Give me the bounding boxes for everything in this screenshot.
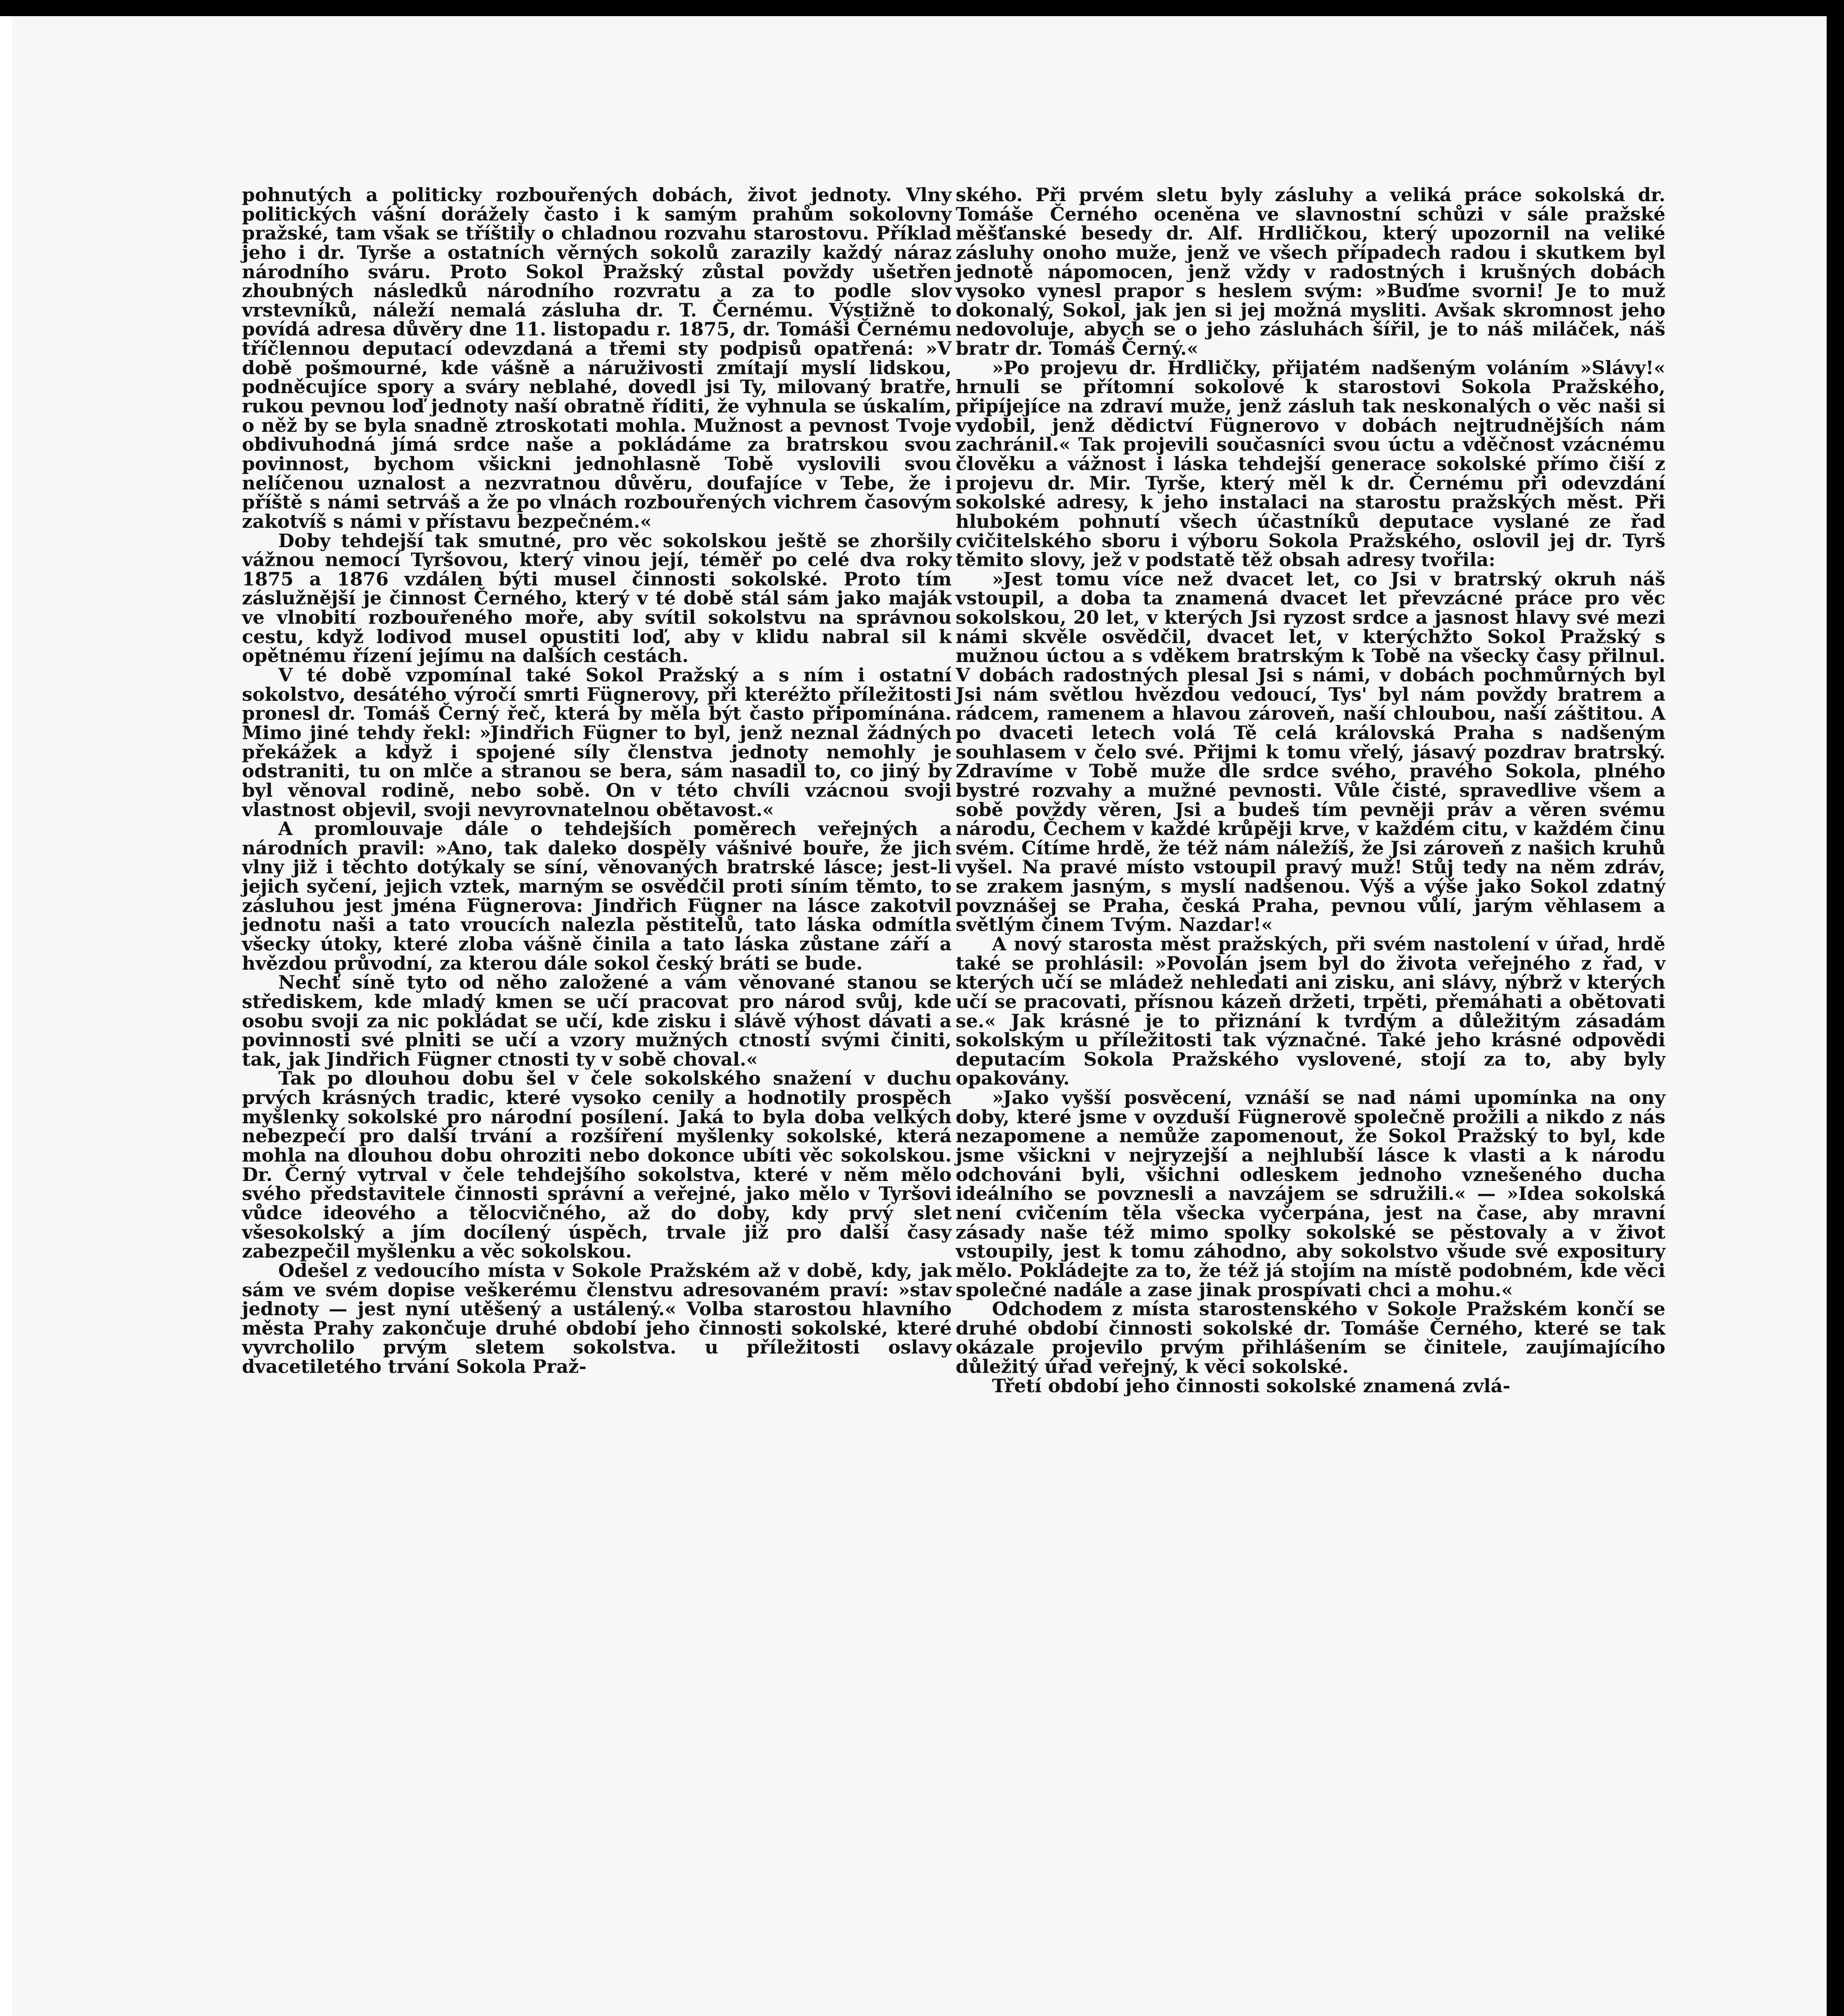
paragraph: Odešel z vedoucího místa v Sokole Pražském až v době, kdy, jak sám ve svém dopise veškerému členstvu adresovaném praví: »stav jednoty — jest nyní utěšený a ustálený.« Volba starostou hlavního města Prahy zakončuje druhé období jeho činnosti sokolské, které vyvrcholilo prvým sletem sokolstva. u příležitosti oslavy dvacetiletého trvání Sokola Praž-	[242, 1259, 952, 1378]
paragraph: Odchodem z místa starostenského v Sokole Pražském končí se druhé období činnosti sokolské dr. Tomáše Černého, které se tak okázale projevilo prvým přihlášením se činitele, zaujímajícího důležitý úřad veřejný, k věci sokolské.	[956, 1298, 1665, 1378]
paragraph: V té době vzpomínal také Sokol Pražský a s ním i ostatní sokolstvo, desátého výročí smrti Fügnerovy, při kteréžto příležitosti pronesl dr. Tomáš Černý řeč, která by měla být často připomínána. Mimo jiné tehdy řekl: »Jindřich Fügner to byl, jenž neznal žádných překážek a když i spojené síly členstva jednoty nemohly je odstraniti, tu on mlče a stranou se bera, sám nasadil to, co jiný by byl věnoval rodině, nebo sobě. On v této chvíli vzácnou svoji vlastnost objevil, svoji nevyrovnatelnou obětavost.«	[242, 664, 952, 821]
left-column	[242, 185, 952, 1377]
scan-border-top	[0, 0, 1844, 16]
right-column	[956, 185, 1665, 1395]
paragraph: Tak po dlouhou dobu šel v čele sokolského snažení v duchu prvých krásných tradic, které vysoko cenily a hodnotily prospěch myšlenky sokolské pro národní posílení. Jaká to byla doba velkých nebezpečí pro další trvání a rozšíření myšlenky sokolské, která mohla na dlouhou dobu ohroziti nebo dokonce ubíti věc sokolskou. Dr. Černý vytrval v čele tehdejšího sokolstva, které v něm mělo svého představitele činnosti správní a veřejné, jako mělo v Tyršovi vůdce ideového a tělocvičného, až do doby, kdy prvý slet všesokolský a jím docílený úspěch, trvale již pro další časy zabezpečil myšlenku a věc sokolskou.	[242, 1067, 952, 1262]
paragraph: »Jest tomu více než dvacet let, co Jsi v bratrský okruh náš vstoupil, a doba ta znamená dvacet let převzácné práce pro věc sokolskou, 20 let, v kterých Jsi ryzost srdce a jasnost hlavy své mezi námi skvěle osvědčil, dvacet let, v kterýchžto Sokol Pražský s mužnou úctou a s vděkem bratrským k Tobě na všecky časy přilnul. V dobách radostných plesal Jsi s námi, v dobách pochmůrných byl Jsi nám světlou hvězdou vedoucí, Tys' byl nám povždy bratrem a rádcem, ramenem a hlavou zároveň, naší chloubou, naší záštitou. A po dvaceti letech volá Tě celá královská Praha s nadšeným souhlasem v čelo své. Přijmi k tomu vřelý, jásavý pozdrav bratrský. Zdravíme v Tobě muže dle srdce svého, pravého Sokola, plného bystré rozvahy a mužné pevnosti. Vůle čisté, spravedlive všem a sobě povždy věren, Jsi a budeš tím pevněji práv a věren svému národu, Čechem v každé krůpěji krve, v každém citu, v každém činu svém. Cítíme hrdě, že též nám náležíš, že Jsi zároveň z našich kruhů vyšel. Na pravé místo vstoupil pravý muž! Stůj tedy na něm zdráv, se zrakem jasným, s myslí nadšenou. Výš a výše jako Sokol zdatný povznášej se Praha, česká Praha, pevnou vůlí, jarým věhlasem a světlým činem Tvým. Nazdar!«	[956, 568, 1665, 936]
paragraph: »Po projevu dr. Hrdličky, přijatém nadšeným voláním »Slávy!« hrnuli se přítomní sokolové k starostovi Sokola Pražského, připíjejíce na zdraví muže, jenž zásluh tak neskonalých o věc naši si vydobil, jenž dědictví Fügnerovo v dobách nejtrudnějších nám zachránil.« Tak projevili současníci svou úctu a vděčnost vzácnému člověku a vážnost i láska tehdejší generace sokolské přímo čiší z projevu dr. Mir. Tyrše, který měl k dr. Černému při odevzdání sokolské adresy, k jeho instalaci na starostu pražských měst. Při hlubokém pohnutí všech účastníků deputace vyslané ze řad cvičitelského sboru i výboru Sokola Pražského, oslovil jej dr. Tyrš těmito slovy, jež v podstatě těž obsah adresy tvořila:	[956, 356, 1665, 571]
paragraph: »Jako vyšší posvěcení, vznáší se nad námi upomínka na ony doby, které jsme v ovzduší Fügnerově společně prožili a nikdo z nás nezapomene a nemůže zapomenout, že Sokol Pražský to byl, kde jsme všickni v nejryzejší a nejhlubší lásce k vlasti a k národu odchováni byli, všichni odleskem jednoho vznešeného ducha ideálního se povznesli a navzájem se sdružili.« — »Idea sokolská není cvičením těla všecka vyčerpána, jest na čase, aby mravní zásady naše též mimo spolky sokolské se pěstovaly a v život vstoupily, jest k tomu záhodno, aby sokolstvo všude své expositury mělo. Pokládejte za to, že též já stojím na místě podobném, kde věci společné nadále a zase jinak prospívati chci a mohu.«	[956, 1087, 1665, 1301]
paragraph: Třetí období jeho činnosti sokolské znamená zvlá-	[992, 1375, 1511, 1397]
paragraph: A nový starosta měst pražských, při svém nastolení v úřad, hrdě také se prohlásil: »Povolán jsem byl do života veřejného z řad, v kterých učí se mládež nehledati ani zisku, ani slávy, nýbrž v kterých učí se pracovati, přísnou kázeň držeti, trpěti, přemáhati a obětovati se.« Jak krásné je to přiznání k tvrdým a důležitým zásadám sokolským u příležitosti tak význačné. Také jeho krásné odpovědi deputacím Sokola Pražského vyslovené, stojí za to, aby byly opakovány.	[956, 933, 1665, 1089]
scan-border-right	[1827, 0, 1844, 2016]
paragraph: Nechť síně tyto od něho založené a vám věnované stanou se střediskem, kde mladý kmen se učí pracovat pro národ svůj, kde osobu svoji za nic pokládat se učí, kde zisku i slávě výhost dávati a povinnosti své plniti se učí a vzory mužných ctností svými činiti, tak, jak Jindřich Fügner ctnosti ty v sobě choval.«	[242, 971, 952, 1070]
paragraph: A promlouvaje dále o tehdejších poměrech veřejných a národních pravil: »Ano, tak daleko dospěly vášnivé bouře, že jich vlny již i těchto dotýkaly se síní, věnovaných bratrské lásce; jest-li jejich syčení, jejich vztek, marným se osvědčil proti síním těmto, to zásluhou jest jména Fügnerova: Jindřich Fügner na lásce zakotvil jednotu naši a tato vroucích nalezla pěstitelů, tato láska odmítla všecky útoky, které zloba vášně činila a tato láska zůstane září a hvězdou průvodní, za kterou dále sokol český bráti se bude.	[242, 818, 952, 974]
paragraph: ského. Při prvém sletu byly zásluhy a veliká práce sokolská dr. Tomáše Černého oceněna ve slavnostní schůzi v sále pražské měšťanské besedy dr. Alf. Hrdličkou, který upozornil na veliké zásluhy onoho muže, jenž ve všech případech radou i skutkem byl jednotě nápomocen, jenž vždy v radostných i krušných dobách vysoko vynesl prapor s heslem svým: »Buďme svorni! Je to muž dokonalý, Sokol, jak jen si jej možná mysliti. Avšak skromnost jeho nedovoluje, abych se o jeho zásluhách šířil, je to náš miláček, náš bratr dr. Tomáš Černý.«	[956, 184, 1665, 360]
paragraph: pohnutých a politicky rozbouřených dobách, život jednoty. Vlny politických vášní dorážely často i k samým prahům sokolovny pražské, tam však se tříštily o chladnou rozvahu starostovu. Příklad jeho i dr. Tyrše a ostatních věrných sokolů zarazily každý náraz národního sváru. Proto Sokol Pražský zůstal povždy ušetřen zhoubných následků národního rozvratu a za to podle slov vrstevníků, náleží nemalá zásluha dr. T. Černému. Výstižně to povídá adresa důvěry dne 11. listopadu r. 1875, dr. Tomáši Černému tříčlennou deputací odevzdaná a třemi sty podpisů opatřená: »V době pošmourné, kde vášně a náruživosti zmítají myslí lidskou, podněcujíce spory a sváry neblahé, dovedl jsi Ty, milovaný bratře, rukou pevnou loď jednoty naší obratně říditi, že vyhnula se úskalím, o něž by se byla snadně ztroskotati mohla. Mužnost a pevnost Tvoje obdivuhodná jímá srdce naše a pokládáme za bratrskou svou povinnost, bychom všickni jednohlasně Tobě vyslovili svou nelíčenou uznalost a nezvratnou důvěru, doufajíce v Tebe, že i příště s námi setrváš a že po vlnách rozbouřených vichrem časovým zakotvíš s námi v přístavu bezpečném.«	[242, 184, 952, 532]
paragraph: Doby tehdejší tak smutné, pro věc sokolskou ještě se zhoršily vážnou nemocí Tyršovou, který vinou její, téměř po celé dva roky 1875 a 1876 vzdálen býti musel činnosti sokolské. Proto tím záslužnější je činnost Černého, který v té době stál sám jako maják ve vlnobití rozbouřeného moře, aby svítil sokolstvu na správnou cestu, když lodivod musel opustiti loď, aby v klidu nabral sil k opětnému řízení jejímu na dalších cestách.	[242, 529, 952, 667]
